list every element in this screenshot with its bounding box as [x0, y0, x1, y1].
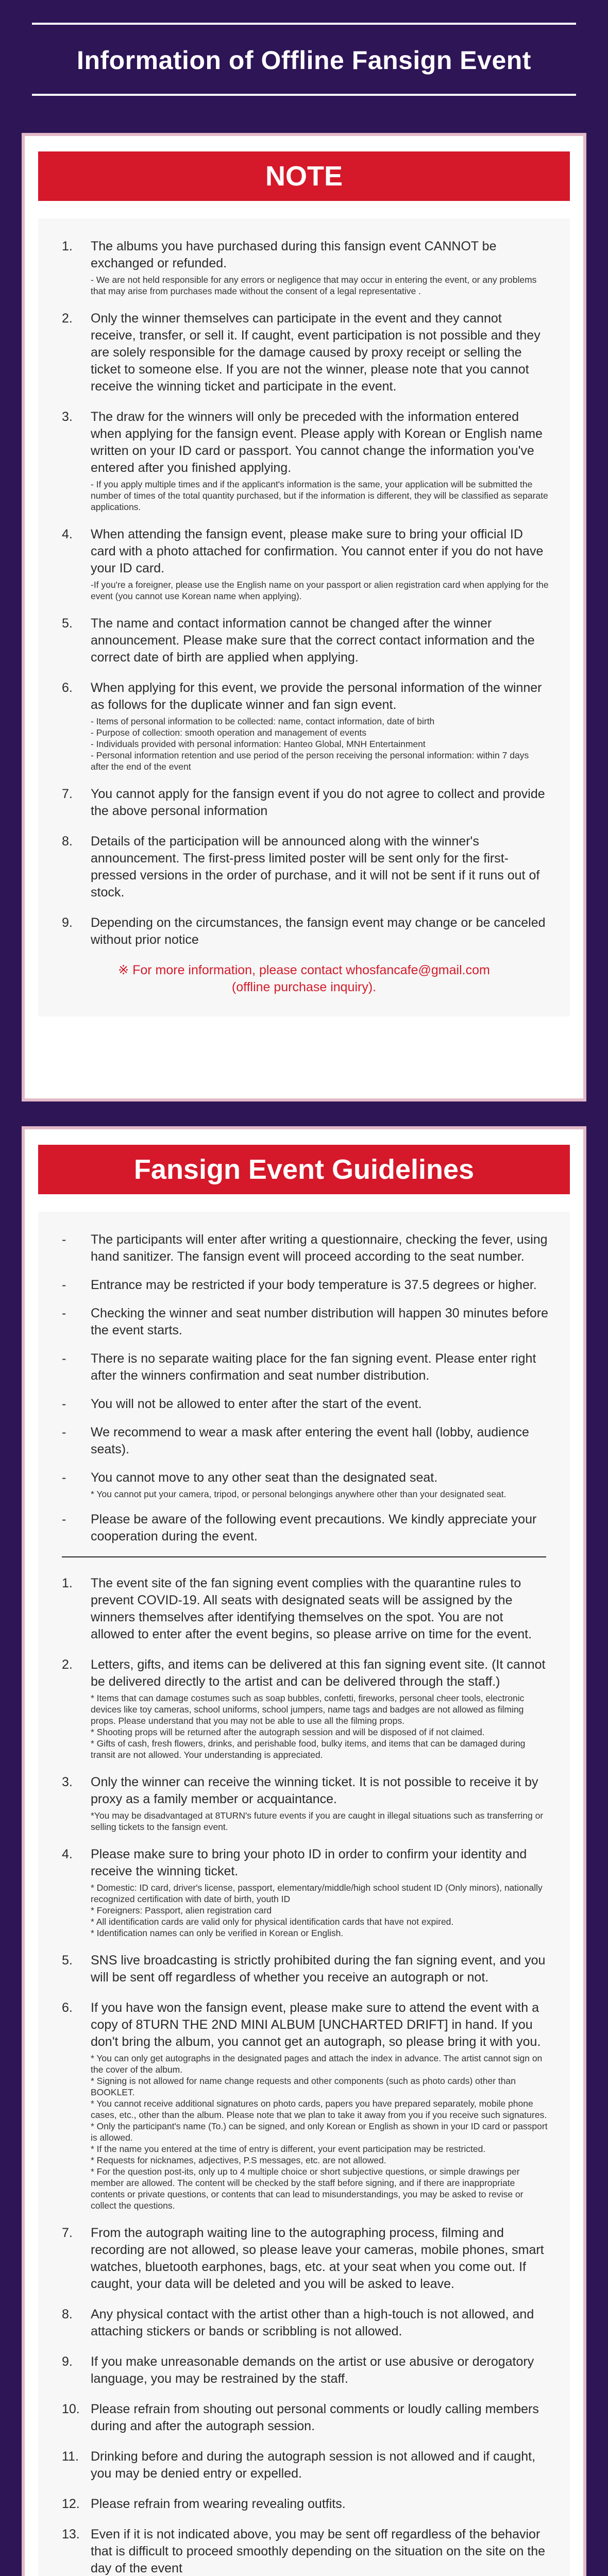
item-number: 6.: [62, 681, 73, 695]
item-text: Only the winner can receive the winning ticket. It is not possible to receive it by proxy as a family member or acquaintance.: [91, 1775, 538, 1806]
note-list: [59, 238, 549, 948]
guidelines-banner: Fansign Event Guidelines: [38, 1145, 570, 1194]
dash-icon: -: [62, 1351, 66, 1366]
list-item: [59, 2526, 549, 2576]
header-bottom-divider: [32, 94, 576, 96]
item-body: [91, 1231, 549, 1265]
item-text: You will not be allowed to enter after the start of the event.: [91, 1397, 422, 1411]
note-card: [22, 133, 586, 1101]
item-note: -If you're a foreigner, please use the English name on your passport or alien registration card when applying for the event (you cannot use Korean name when applying).: [91, 580, 549, 601]
item-body: [91, 409, 549, 513]
item-text: The draw for the winners will only be preceded with the information entered when applying for the fansign event. Please apply with Korean or English name written on your ID card or passport. You cannot change the information you've entered after you finished applying.: [91, 410, 543, 475]
item-number: 3.: [62, 1775, 73, 1789]
bullet-item: [59, 1350, 549, 1384]
item-number: 7.: [62, 2226, 73, 2240]
item-note: - If you apply multiple times and if the applicant's information is the same, your application will be submitted the number of times of the total quantity purchased, but if the information is different, they will be classified as separate applications.: [91, 479, 548, 512]
list-item: [59, 1656, 549, 1760]
item-body: [91, 2526, 549, 2576]
item-number: 5.: [62, 1953, 73, 1968]
section-divider: [62, 1556, 546, 1557]
item-text: Details of the participation will be announced along with the winner's announcement. The first-press limited poster will be sent only for the first-pressed versions in the order of purchase, and it will not be sent if it runs out of stock.: [91, 834, 540, 900]
list-item: [59, 914, 549, 948]
list-item: [59, 1999, 549, 2211]
item-body: [91, 1511, 549, 1545]
item-body: [91, 1469, 549, 1500]
item-body: [91, 2353, 549, 2387]
item-note: * You can only get autographs in the designated pages and attach the index in advance. The artist cannot sign on the cover of the album. * Signing is not allowed for name change requests and other components (such as photo cards) other than BOOKLET. * You cannot receive additional signatures on photo cards, papers you have prepared separately, mobile phone cases, etc., other than the album. Please note that we plan to take it away from you if you receive such signatures. * Only the participant's name (To.) can be signed, and only Korean or English as shown in your ID card or passport is allowed. * If the name you entered at the time of entry is different, your event participation may be restricted. * Requests for nicknames, adjectives, P.S messages, etc. are not allowed. * For the question post-its, only up to 4 multiple choice or short subjective questions, or simple drawings per member are allowed. The content will be checked by the staff before signing, and if there are inappropriate contents or private questions, or contents that can lead to misunderstandings, you may be asked to revise or collect the questions.: [91, 2053, 548, 2211]
item-number: 2.: [62, 311, 73, 326]
dash-icon: -: [62, 1512, 66, 1527]
list-item: [59, 2401, 549, 2435]
dash-icon: -: [62, 1306, 66, 1320]
item-note: - Items of personal information to be collected: name, contact information, date of birth - Purpose of collection: smooth operation and management of events - Individuals provided with personal information: Hanteo Global, MNH Entertainment - Personal information retention and use period of the person receiving the personal information: within 7 days after the end of the event: [91, 716, 529, 772]
list-item: [59, 1952, 549, 1986]
bullet-item: [59, 1424, 549, 1458]
item-number: 9.: [62, 916, 73, 930]
item-text: Entrance may be restricted if your body temperature is 37.5 degrees or higher.: [91, 1278, 537, 1292]
item-number: 8.: [62, 2307, 73, 2321]
guidelines-content: [38, 1212, 570, 2576]
item-body: [91, 1277, 549, 1294]
item-body: [91, 1999, 549, 2211]
item-body: [91, 1846, 549, 1939]
item-body: [91, 680, 549, 772]
bullet-item: [59, 1305, 549, 1339]
list-item: [59, 409, 549, 513]
item-number: 3.: [62, 410, 73, 424]
item-number: 12.: [62, 2497, 80, 2511]
note-content: [38, 218, 570, 1016]
list-item: [59, 2496, 549, 2513]
item-body: [91, 1396, 549, 1413]
bullet-item: [59, 1396, 549, 1413]
item-text: There is no separate waiting place for the fan signing event. Please enter right after the winners confirmation and seat number distribution.: [91, 1351, 536, 1383]
list-item: [59, 1846, 549, 1939]
dash-icon: -: [62, 1470, 66, 1485]
item-number: 7.: [62, 787, 73, 801]
item-number: 1.: [62, 1576, 73, 1590]
item-note: * Domestic: ID card, driver's license, passport, elementary/middle/high school student ID (Only minors), nationally recognized certification with date of birth, youth ID * Foreigners: Passport, alien registration card * All identification cards are valid only for physical identification cards that have not expired. * Identification names can only be verified in Korean or English.: [91, 1883, 543, 1938]
dash-icon: -: [62, 1278, 66, 1292]
item-text: Even if it is not indicated above, you may be sent off regardless of the behavior that is difficult to proceed smoothly depending on the situation on the site on the day of the event: [91, 2527, 546, 2575]
item-number: 4.: [62, 527, 73, 541]
list-item: [59, 1575, 549, 1643]
item-body: [91, 1656, 549, 1760]
item-text: When applying for this event, we provide the personal information of the winner as follows for the duplicate winner and fan sign event.: [91, 681, 542, 712]
item-text: The participants will enter after writing a questionnaire, checking the fever, using hand sanitizer. The fansign event will proceed according to the seat number.: [91, 1232, 548, 1264]
dash-icon: -: [62, 1397, 66, 1411]
item-body: [91, 526, 549, 602]
item-body: [91, 1424, 549, 1458]
item-note: *You may be disadvantaged at 8TURN's future events if you are caught in illegal situations such as transferring or selling tickets to the fansign event.: [91, 1810, 544, 1832]
item-body: [91, 786, 549, 820]
note-banner: NOTE: [38, 151, 570, 201]
bullet-item: [59, 1469, 549, 1500]
item-text: Please refrain from shouting out personal comments or loudly calling members during and after the autograph session.: [91, 2402, 539, 2433]
list-item: [59, 2225, 549, 2293]
bullet-item: [59, 1511, 549, 1545]
item-text: The albums you have purchased during this fansign event CANNOT be exchanged or refunded.: [91, 239, 497, 270]
bullet-item: [59, 1231, 549, 1265]
list-item: [59, 526, 549, 602]
item-body: [91, 1774, 549, 1833]
item-body: [91, 2306, 549, 2340]
item-text: Please make sure to bring your photo ID in order to confirm your identity and receive the winning ticket.: [91, 1847, 527, 1878]
item-text: From the autograph waiting line to the autographing process, filming and recording are not allowed, so please leave your cameras, mobile phones, smart watches, bluetooth earphones, bags, etc. at your seat when you come out. If caught, your data will be deleted and you will be asked to leave.: [91, 2226, 544, 2291]
item-text: The name and contact information cannot be changed after the winner announcement. Please make sure that the correct contact information and the correct date of birth are applied when applying.: [91, 616, 535, 665]
list-item: [59, 1774, 549, 1833]
item-number: 5.: [62, 616, 73, 631]
bullet-item: [59, 1277, 549, 1294]
item-text: Checking the winner and seat number distribution will happen 30 minutes before the event starts.: [91, 1306, 549, 1337]
item-body: [91, 1305, 549, 1339]
item-number: 4.: [62, 1847, 73, 1861]
item-note: * Items that can damage costumes such as soap bubbles, confetti, fireworks, personal cheer tools, electronic devices like toy cameras, school uniforms, school jumpers, name tags and badges are not allowed as filming props. Please understand that you may not be able to use all the filming props. * Shooting props will be returned after the autograph session and will be disposed of if not claimed. * Gifts of cash, fresh flowers, drinks, and perishable food, bulky items, and items that can be damaged during transit are not allowed. Your understanding is appreciated.: [91, 1693, 526, 1760]
item-number: 10.: [62, 2402, 80, 2416]
list-item: [59, 2353, 549, 2387]
list-item: [59, 833, 549, 901]
item-body: [91, 2496, 549, 2513]
item-text: Please refrain from wearing revealing outfits.: [91, 2497, 346, 2511]
item-body: [91, 1350, 549, 1384]
page-title: Information of Offline Fansign Event: [77, 46, 531, 75]
guidelines-numbered-list: [59, 1575, 549, 2576]
list-item: [59, 615, 549, 666]
list-item: [59, 786, 549, 820]
item-body: [91, 833, 549, 901]
item-text: Any physical contact with the artist other than a high-touch is not allowed, and attaching stickers or bands or scribbling is not allowed.: [91, 2307, 534, 2338]
header-top-divider: [32, 23, 576, 25]
guidelines-card: [22, 1126, 586, 2576]
item-text: The event site of the fan signing event complies with the quarantine rules to prevent COVID-19. All seats with designated seats will be assigned by the winners themselves after identifying themselves on the spot. You are not allowed to enter after the event begins, so please arrive on time for the event.: [91, 1576, 532, 1641]
item-text: Depending on the circumstances, the fansign event may change or be canceled without prior notice: [91, 916, 546, 947]
item-body: [91, 238, 549, 297]
item-number: 9.: [62, 2354, 73, 2369]
item-text: Drinking before and during the autograph session is not allowed and if caught, you may be denied entry or expelled.: [91, 2449, 536, 2481]
contact-info: ※ For more information, please contact whosfancafe@gmail.com (offline purchase inquiry).: [118, 963, 490, 994]
item-body: [91, 914, 549, 948]
item-number: 1.: [62, 239, 73, 253]
item-number: 11.: [62, 2449, 79, 2464]
item-body: [91, 2401, 549, 2435]
item-number: 2.: [62, 1657, 73, 1672]
item-text: You cannot move to any other seat than the designated seat.: [91, 1470, 438, 1485]
item-body: [91, 2448, 549, 2482]
item-body: [91, 2225, 549, 2293]
item-note: - We are not held responsible for any errors or negligence that may occur in entering the event, or any problems that may arise from purchases made without the consent of a legal representative .: [91, 275, 537, 296]
item-number: 8.: [62, 834, 73, 849]
list-item: [59, 238, 549, 297]
item-text: SNS live broadcasting is strictly prohibited during the fan signing event, and you will be sent off regardless of whether you receive an autograph or not.: [91, 1953, 546, 1985]
item-number: 13.: [62, 2527, 80, 2541]
item-text: You cannot apply for the fansign event if you do not agree to collect and provide the above personal information: [91, 787, 545, 818]
item-text: Letters, gifts, and items can be delivered at this fan signing event site. (It cannot be delivered directly to the artist and can be delivered through the staff.): [91, 1657, 546, 1689]
item-text: Please be aware of the following event precautions. We kindly appreciate your cooperation during the event.: [91, 1512, 537, 1544]
list-item: [59, 2306, 549, 2340]
item-body: [91, 1952, 549, 1986]
item-number: 6.: [62, 2001, 73, 2015]
guidelines-bullet-list: [59, 1231, 549, 1545]
item-body: [91, 310, 549, 395]
list-item: [59, 680, 549, 772]
item-text: Only the winner themselves can participate in the event and they cannot receive, transfer, or sell it. If caught, event participation is not possible and they are solely responsible for the damage caused by proxy receipt or selling the ticket to someone else. If you are not the winner, please note that you cannot receive the winning ticket and participate in the event.: [91, 311, 541, 394]
item-body: [91, 1575, 549, 1643]
item-text: If you have won the fansign event, please make sure to attend the event with a copy of 8TURN THE 2ND MINI ALBUM [UNCHARTED DRIFT] in hand. If you don't bring the album, you cannot get an autograph, so please bring it with you.: [91, 2001, 541, 2049]
dash-icon: -: [62, 1232, 66, 1247]
item-body: [91, 615, 549, 666]
item-text: We recommend to wear a mask after entering the event hall (lobby, audience seats).: [91, 1425, 529, 1456]
dash-icon: -: [62, 1425, 66, 1439]
item-text: If you make unreasonable demands on the artist or use abusive or derogatory language, you may be restrained by the staff.: [91, 2354, 534, 2386]
list-item: [59, 2448, 549, 2482]
item-note: * You cannot put your camera, tripod, or personal belongings anywhere other than your designated seat.: [91, 1489, 506, 1499]
item-text: When attending the fansign event, please make sure to bring your official ID card with a photo attached for confirmation. You cannot enter if you do not have your ID card.: [91, 527, 544, 575]
list-item: [59, 310, 549, 395]
